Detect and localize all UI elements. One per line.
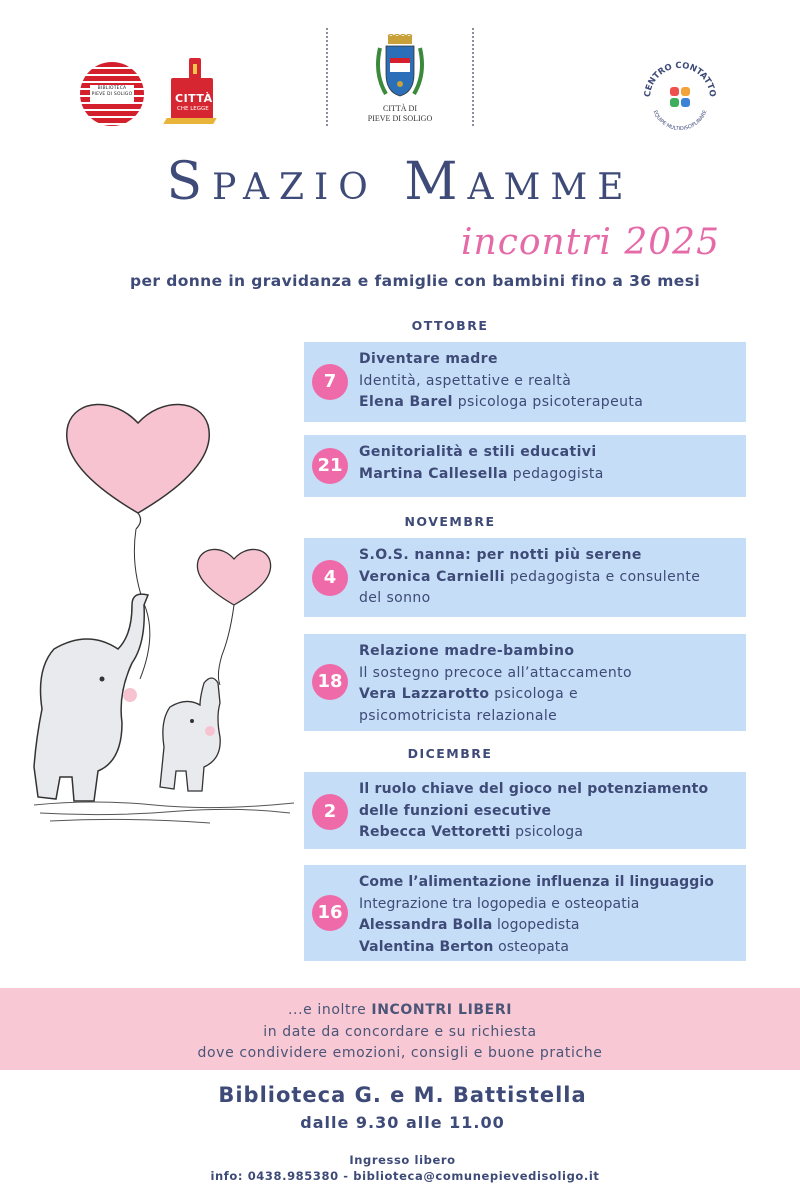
event-day-badge: 7 bbox=[312, 364, 348, 400]
big-elephant-icon bbox=[34, 594, 148, 801]
biblioteca-logo-line1: BIBLIOTECA bbox=[97, 86, 127, 91]
speaker-name: Alessandra Bolla bbox=[359, 917, 493, 933]
speaker-name: Vera Lazzarotto bbox=[359, 686, 490, 702]
centro-contatto-logo bbox=[640, 58, 720, 138]
coat-caption-line1: CITTÀ DI bbox=[383, 104, 417, 113]
event-card bbox=[304, 865, 746, 961]
event-card bbox=[304, 342, 746, 422]
big-heart-balloon-icon bbox=[67, 404, 210, 513]
coat-of-arms-caption bbox=[340, 104, 460, 124]
event-card bbox=[304, 538, 746, 617]
speaker-role: pedagogista e consulente bbox=[504, 568, 701, 585]
event-title: Genitorialità e stili educativi bbox=[359, 444, 597, 460]
centro-logo-subtitle: EQUIPE MULTIDISCIPLINARE bbox=[651, 109, 709, 133]
small-elephant-icon bbox=[160, 678, 220, 791]
event-title: Come l’alimentazione influenza il linguaggio bbox=[359, 874, 714, 890]
header-divider-left bbox=[326, 28, 328, 126]
month-label-october: OTTOBRE bbox=[411, 318, 489, 333]
citta-che-legge-logo bbox=[165, 56, 223, 128]
event-details bbox=[359, 872, 740, 958]
svg-text:EQUIPE MULTIDISCIPLINARE bbox=[652, 110, 709, 133]
entry-note: Ingresso libero bbox=[349, 1153, 456, 1167]
speaker-name: Veronica Carnielli bbox=[359, 568, 505, 585]
event-details bbox=[359, 349, 740, 414]
event-card bbox=[304, 772, 746, 849]
small-heart-balloon-icon bbox=[197, 549, 270, 605]
event-day-badge: 2 bbox=[312, 794, 348, 830]
event-title-continued: delle funzioni esecutive bbox=[359, 802, 552, 819]
event-day-badge: 16 bbox=[312, 895, 348, 931]
extra-meetings-band bbox=[0, 988, 800, 1070]
page-subtitle: incontri 2025 bbox=[461, 222, 720, 263]
page-title: Spazio Mamme bbox=[166, 152, 634, 212]
event-subtitle: Il sostegno precoce all’attaccamento bbox=[359, 664, 632, 681]
citta-logo-line1: CITTÀ bbox=[175, 92, 213, 105]
speaker-name: Martina Callesella bbox=[359, 465, 508, 482]
extra-line-2: in date da concordare e su richiesta bbox=[263, 1023, 537, 1040]
speaker-role-continued: psicomotricista relazionale bbox=[359, 707, 558, 724]
speaker-role: psicologa bbox=[510, 824, 584, 840]
extra-prefix: ...e inoltre bbox=[287, 1002, 372, 1018]
coat-of-arms-icon bbox=[372, 34, 428, 104]
event-details bbox=[359, 545, 740, 610]
event-subtitle: Identità, aspettative e realtà bbox=[359, 372, 572, 389]
speaker-name: Rebecca Vettoretti bbox=[359, 824, 511, 840]
header-divider-right bbox=[472, 28, 474, 126]
svg-text:CENTRO CONTATTO bbox=[643, 61, 717, 98]
event-title: Il ruolo chiave del gioco nel potenziamento bbox=[359, 781, 709, 797]
event-details bbox=[359, 641, 740, 727]
intro-text: per donne in gravidanza e famiglie con bambini fino a 36 mesi bbox=[129, 272, 701, 290]
event-title: Diventare madre bbox=[359, 351, 498, 367]
elephants-balloons-illustration bbox=[30, 395, 300, 855]
month-label-december: DICEMBRE bbox=[407, 746, 493, 761]
biblioteca-logo bbox=[80, 62, 144, 126]
speaker-role: psicologa e bbox=[489, 686, 579, 702]
event-day-badge: 18 bbox=[312, 664, 348, 700]
event-title: Relazione madre-bambino bbox=[359, 643, 575, 659]
speaker-role: psicologa psicoterapeuta bbox=[452, 394, 644, 410]
meeting-time: dalle 9.30 alle 11.00 bbox=[300, 1113, 505, 1132]
speaker-role: osteopata bbox=[493, 938, 570, 955]
coat-caption-line2: PIEVE DI SOLIGO bbox=[367, 114, 433, 123]
citta-logo-line2: CHE LEGGE bbox=[177, 106, 209, 112]
extra-highlight: INCONTRI LIBERI bbox=[371, 1002, 513, 1018]
biblioteca-logo-line2: PIEVE DI SOLIGO bbox=[91, 91, 133, 97]
event-card bbox=[304, 634, 746, 731]
month-label-november: NOVEMBRE bbox=[404, 514, 496, 529]
venue-name: Biblioteca G. e M. Battistella bbox=[218, 1083, 587, 1107]
event-title: S.O.S. nanna: per notti più serene bbox=[359, 547, 642, 563]
speaker-role: logopedista bbox=[492, 917, 580, 933]
centro-logo-title: CENTRO CONTATTO bbox=[642, 60, 718, 98]
speaker-name: Elena Barel bbox=[359, 394, 453, 410]
event-card bbox=[304, 435, 746, 497]
event-details bbox=[359, 442, 740, 485]
speaker-name: Valentina Berton bbox=[359, 938, 494, 955]
event-subtitle: Integrazione tra logopedia e osteopatia bbox=[359, 895, 640, 912]
event-day-badge: 4 bbox=[312, 560, 348, 596]
event-details bbox=[359, 779, 740, 844]
contact-info: info: 0438.985380 - biblioteca@comunepievedisoligo.it bbox=[210, 1169, 600, 1183]
speaker-role-continued: del sonno bbox=[359, 590, 431, 606]
speaker-role: pedagogista bbox=[507, 465, 604, 482]
event-day-badge: 21 bbox=[312, 448, 348, 484]
extra-line-3: dove condividere emozioni, consigli e buone pratiche bbox=[197, 1045, 603, 1061]
